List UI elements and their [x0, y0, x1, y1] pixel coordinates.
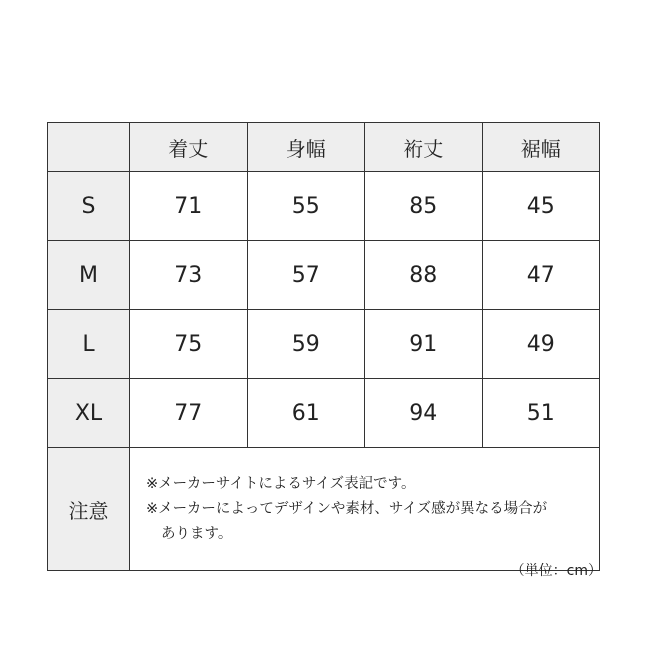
column-header-length: 着丈 — [130, 123, 248, 172]
column-header-sleeve: 裄丈 — [365, 123, 483, 172]
notes-row — [48, 448, 600, 571]
size-label: L — [48, 310, 130, 379]
note-line: ※メーカーサイトによるサイズ表記です。 — [146, 475, 416, 492]
size-label: S — [48, 172, 130, 241]
table-cell: 75 — [130, 310, 248, 379]
column-header-hem: 裾幅 — [482, 123, 600, 172]
table-cell: 51 — [482, 379, 600, 448]
note-line: ※メーカーによってデザインや素材、サイズ感が異なる場合が — [146, 500, 548, 517]
table-cell: 85 — [365, 172, 483, 241]
table-cell: 55 — [247, 172, 365, 241]
unit-caption: （単位：cm） — [510, 563, 602, 579]
notes-label: 注意 — [48, 448, 130, 571]
size-chart-table — [47, 122, 600, 571]
table-cell: 71 — [130, 172, 248, 241]
table-cell: 94 — [365, 379, 483, 448]
table-cell: 77 — [130, 379, 248, 448]
table-cell: 45 — [482, 172, 600, 241]
table-cell: 61 — [247, 379, 365, 448]
table-cell: 57 — [247, 241, 365, 310]
table-cell: 49 — [482, 310, 600, 379]
table-row — [48, 172, 600, 241]
column-header-width: 身幅 — [247, 123, 365, 172]
table-cell: 73 — [130, 241, 248, 310]
note-line: あります。 — [161, 525, 233, 542]
table-cell: 91 — [365, 310, 483, 379]
table-row — [48, 310, 600, 379]
table-cell: 47 — [482, 241, 600, 310]
notes-body — [130, 448, 600, 571]
header-corner-cell — [48, 123, 130, 172]
size-label: M — [48, 241, 130, 310]
table-cell: 88 — [365, 241, 483, 310]
table-row — [48, 241, 600, 310]
table-row — [48, 379, 600, 448]
size-label: XL — [48, 379, 130, 448]
table-header-row — [48, 123, 600, 172]
table-cell: 59 — [247, 310, 365, 379]
